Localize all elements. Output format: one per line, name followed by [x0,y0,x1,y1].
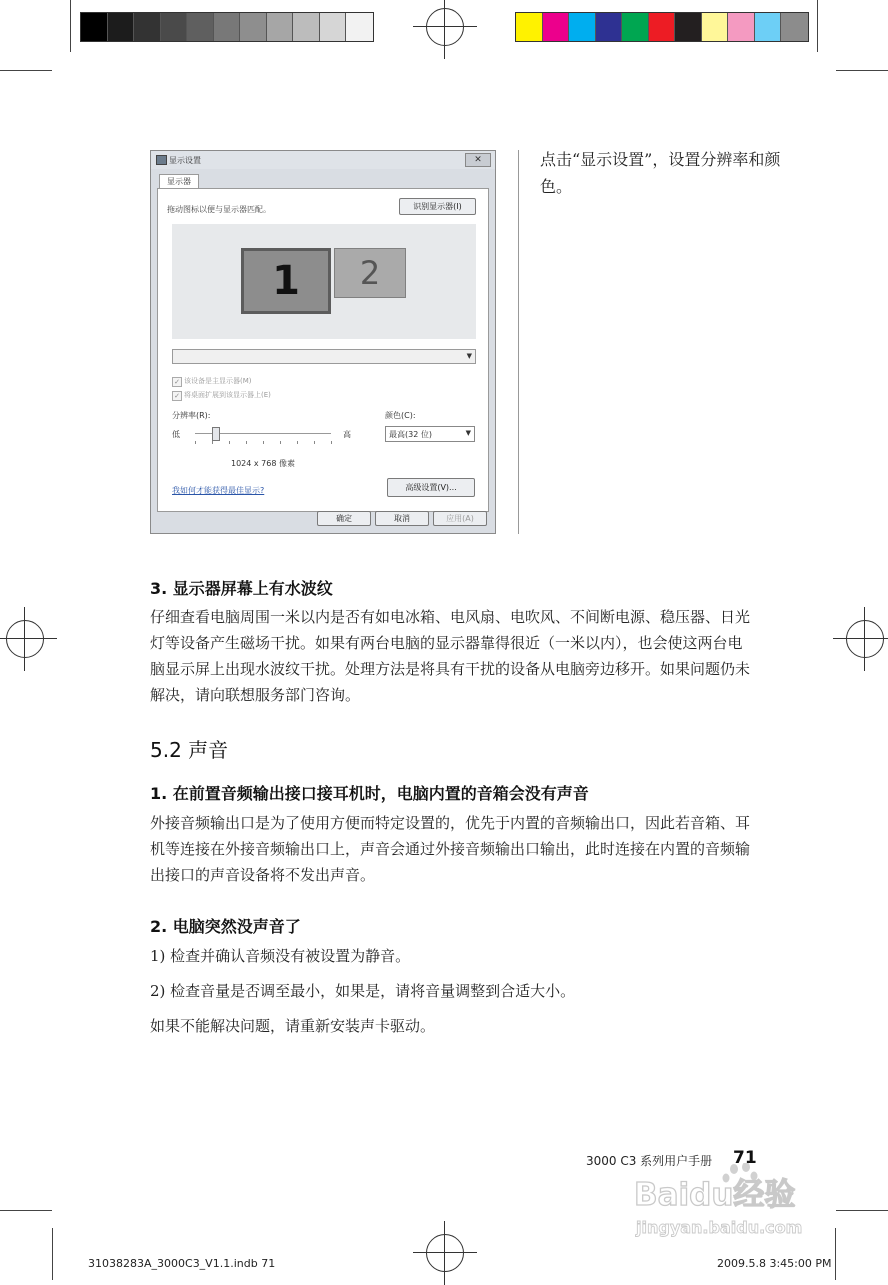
column-divider [518,150,519,534]
color-swatch [622,13,649,41]
gray-swatch [81,13,108,41]
item-1-heading: 1. 在前置音频输出接口接耳机时，电脑内置的音箱会没有声音 [150,784,589,803]
crop-mark [70,0,71,52]
monitor-2-tile[interactable]: 2 [334,248,406,298]
drag-instruction: 拖动图标以便与显示器匹配。 [167,205,271,214]
crop-mark [0,1210,52,1211]
color-swatch [569,13,596,41]
crop-mark [836,1210,888,1211]
advanced-settings-button[interactable]: 高级设置(V)... [387,478,475,497]
registration-mark-icon [426,8,464,46]
dialog-titlebar [151,151,495,169]
slider-tick [314,441,315,444]
cancel-button[interactable]: 取消 [375,511,429,526]
gray-swatch [161,13,188,41]
monitor-1-tile[interactable]: 1 [241,248,331,314]
color-swatch [702,13,729,41]
slider-tick [263,441,264,444]
side-note: 点击“显示设置”，设置分辨率和颜色。 [540,150,781,196]
baidu-jingyan-watermark [628,1163,838,1241]
gray-swatch [108,13,135,41]
grayscale-color-bar [80,12,374,42]
watermark-url: jingyan.baidu.com [636,1218,803,1237]
color-label: 颜色(C): [385,411,416,420]
close-icon[interactable]: ✕ [465,153,491,167]
gray-swatch [214,13,241,41]
gray-swatch [346,13,373,41]
best-display-help-link[interactable]: 我如何才能获得最佳显示? [172,486,265,495]
crop-mark [52,1228,53,1280]
print-timestamp: 2009.5.8 3:45:00 PM [717,1257,832,1270]
registration-mark-icon [6,620,44,658]
file-slug: 31038283A_3000C3_V1.1.indb 71 [88,1257,276,1270]
slider-tick [331,441,332,444]
manual-name: 3000 C3 系列用户手册 [586,1154,713,1168]
color-swatch [781,13,808,41]
color-quality-select[interactable] [385,426,475,442]
slider-tick [229,441,230,444]
crop-mark [817,0,818,52]
extend-desktop-checkbox[interactable]: ✓ [172,391,182,401]
chevron-down-icon: ▼ [466,352,472,360]
apply-button[interactable]: 应用(A) [433,511,487,526]
resolution-label: 分辨率(R): [172,411,211,420]
slider-tick [212,441,213,444]
color-swatch [516,13,543,41]
watermark-logo-text: Baidu经验 [634,1177,796,1213]
registration-mark-icon [846,620,884,658]
tab-monitor[interactable]: 显示器 [159,174,199,189]
color-swatch [675,13,702,41]
color-swatch [543,13,570,41]
section-3-heading: 3. 显示器屏幕上有水波纹 [150,579,333,598]
gray-swatch [293,13,320,41]
gray-swatch [187,13,214,41]
resolution-value: 1024 x 768 像素 [231,459,295,468]
baidu-paw-logo-icon [628,1163,838,1241]
color-swatch [596,13,623,41]
item-2-heading: 2. 电脑突然没声音了 [150,917,301,936]
identify-monitors-button[interactable]: 识别显示器(I) [399,198,476,215]
process-color-bar [515,12,809,42]
item-2-closing: 如果不能解决问题，请重新安装声卡驱动。 [150,1017,436,1035]
crop-mark [836,70,888,71]
chevron-down-icon: ▼ [465,429,471,437]
section-3-body: 仔细查看电脑周围一米以内是否有如电冰箱、电风扇、电吹风、不间断电源、稳压器、日光灯等设备产生磁场干扰。如果有两台电脑的显示器靠得很近（一米以内），也会使这两台电脑显示屏上出现水波纹干扰。处理方法是将具有干扰的设备从电脑旁边移开。如果问题仍未解决，请向联想服务部门咨询。 [150,608,751,704]
resolution-high-label: 高 [343,430,351,439]
slider-tick [195,441,196,444]
registration-mark-icon [426,1234,464,1272]
gray-swatch [320,13,347,41]
gray-swatch [134,13,161,41]
color-swatch [649,13,676,41]
primary-monitor-label: 该设备是主显示器(M) [184,377,252,385]
ok-button[interactable]: 确定 [317,511,371,526]
color-quality-value: 最高(32 位) [389,430,432,439]
slider-tick [246,441,247,444]
dialog-title: 显示设置 [169,156,201,165]
monitor-select-dropdown[interactable] [172,349,476,364]
slider-tick [297,441,298,444]
monitor-app-icon [156,155,167,165]
display-settings-dialog [150,150,496,534]
color-swatch [728,13,755,41]
resolution-slider-thumb[interactable] [212,427,220,441]
gray-swatch [240,13,267,41]
resolution-low-label: 低 [172,430,180,439]
item-2-step-1: 1) 检查并确认音频没有被设置为静音。 [150,947,411,965]
extend-desktop-label: 将桌面扩展到该显示器上(E) [184,391,271,399]
slider-tick [280,441,281,444]
crop-mark [0,70,52,71]
primary-monitor-checkbox[interactable]: ✓ [172,377,182,387]
section-5-2-heading: 5.2 声音 [150,738,229,762]
color-swatch [755,13,782,41]
page-number: 71 [733,1148,757,1168]
item-1-body: 外接音频输出口是为了使用方便而特定设置的，优先于内置的音频输出口，因此若音箱、耳机等连接在外接音频输出口上，声音会通过外接音频输出口输出，此时连接在内置的音频输出接口的声音设备将不发出声音。 [150,814,751,884]
gray-swatch [267,13,294,41]
item-2-step-2: 2) 检查音量是否调至最小，如果是，请将音量调整到合适大小。 [150,982,576,1000]
